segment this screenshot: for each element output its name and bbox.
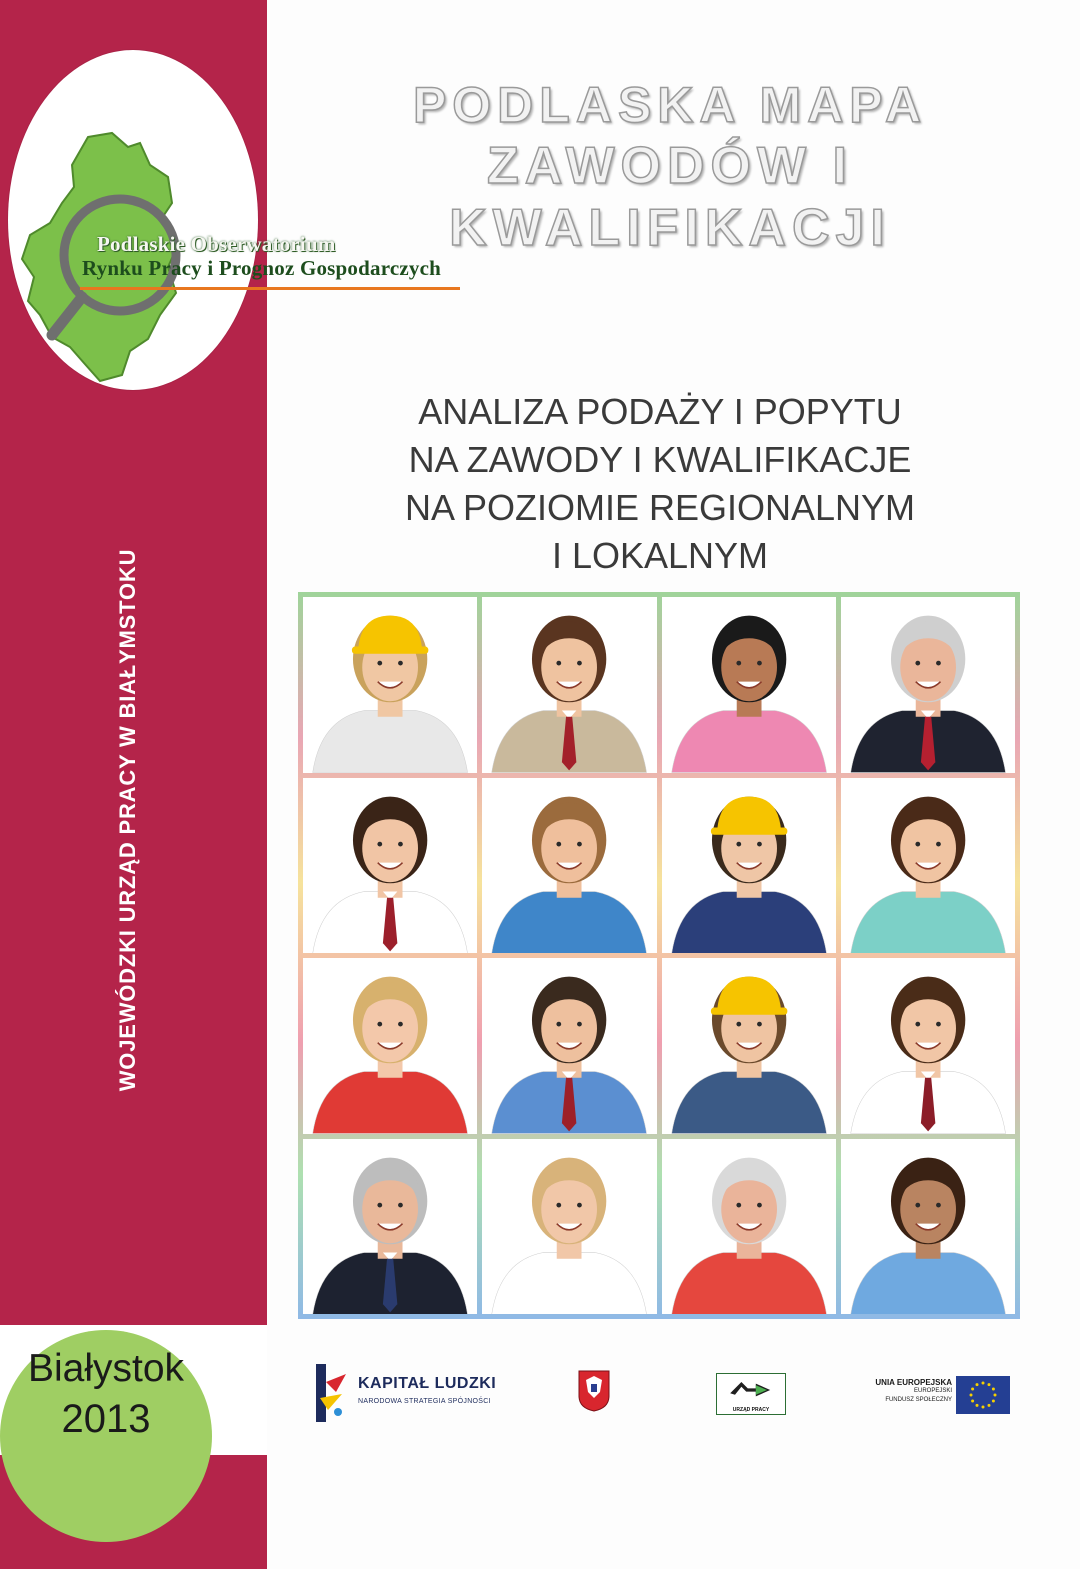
person-figure [303,1139,477,1315]
city-name: Białystok [27,1347,185,1390]
eu-star [982,1406,985,1409]
person-figure [841,597,1015,773]
portrait-photo [841,1139,1015,1315]
portrait-photo [662,958,836,1134]
portrait-photo [662,597,836,773]
logo-line2: Rynku Pracy i Prognoz Gospodarczych [82,256,441,280]
eu-star [988,1404,991,1407]
eu-line3: FUNDUSZ SPOŁECZNY [885,1397,952,1403]
eu-star [992,1388,995,1391]
eu-line1: UNIA EUROPEJSKA [875,1378,952,1387]
eu-line2: EUROPEJSKI [913,1388,952,1394]
portrait-photo [303,1139,477,1315]
person-figure [662,597,836,773]
portrait-photo [841,778,1015,954]
subtitle-line2: NA ZAWODY I KWALIFIKACJE [408,439,912,480]
main-title [290,75,1050,259]
main-title-line1: PODLASKA MAPA [412,77,928,133]
eu-star [988,1383,991,1386]
kapital-ludzki-title: KAPITAŁ LUDZKI [358,1375,497,1392]
person-figure [662,778,836,954]
eu-star [994,1394,997,1397]
eu-star [982,1382,985,1385]
eu-star [976,1383,979,1386]
publication-year: 2013 [61,1397,151,1441]
subtitle-line4: I LOKALNYM [551,535,769,576]
logo-underline [80,287,460,290]
kapital-ludzki-logo-icon [312,1364,348,1422]
urzad-pracy-logo [716,1373,786,1415]
portrait-photo [482,958,656,1134]
eu-star [992,1400,995,1403]
photo-grid [298,592,1020,1319]
portrait-photo [662,778,836,954]
eu-star [976,1404,979,1407]
person-figure [482,778,656,954]
person-figure [482,958,656,1134]
voivodeship-crest-icon [578,1370,610,1412]
subtitle [300,388,1020,580]
main-title-line2: ZAWODÓW I KWALIFIKACJI [449,137,891,257]
subtitle-line1: ANALIZA PODAŻY I POPYTU [418,391,902,432]
person-figure [482,597,656,773]
partner-logos [300,1360,1020,1430]
eu-text [840,1378,952,1405]
portrait-photo [303,597,477,773]
person-figure [303,597,477,773]
portrait-photo [662,1139,836,1315]
portrait-photo [303,958,477,1134]
portrait-photo [303,778,477,954]
urzad-pracy-label: URZĄD PRACY [732,1407,770,1413]
portrait-photo [482,778,656,954]
person-figure [482,1139,656,1315]
urzad-pracy-arrow-icon [717,1374,785,1406]
eu-star [971,1388,974,1391]
person-figure [841,1139,1015,1315]
person-figure [303,958,477,1134]
portrait-photo [482,1139,656,1315]
person-figure [841,778,1015,954]
person-figure [303,778,477,954]
eu-star [970,1394,973,1397]
subtitle-line3: NA POZIOMIE REGIONALNYM [404,487,916,528]
eu-star [971,1400,974,1403]
spine-text: WOJEWÓDZKI URZĄD PRACY W BIAŁYMSTOKU [115,548,140,1092]
person-figure [662,958,836,1134]
person-figure [662,1139,836,1315]
portrait-photo [482,597,656,773]
eu-flag-icon [956,1376,1010,1414]
kapital-ludzki-subtitle: NARODOWA STRATEGIA SPÓJNOŚCI [358,1398,491,1405]
logo-line1: Podlaskie Obserwatorium [97,232,336,256]
portrait-photo [841,958,1015,1134]
person-figure [841,958,1015,1134]
portrait-photo [841,597,1015,773]
